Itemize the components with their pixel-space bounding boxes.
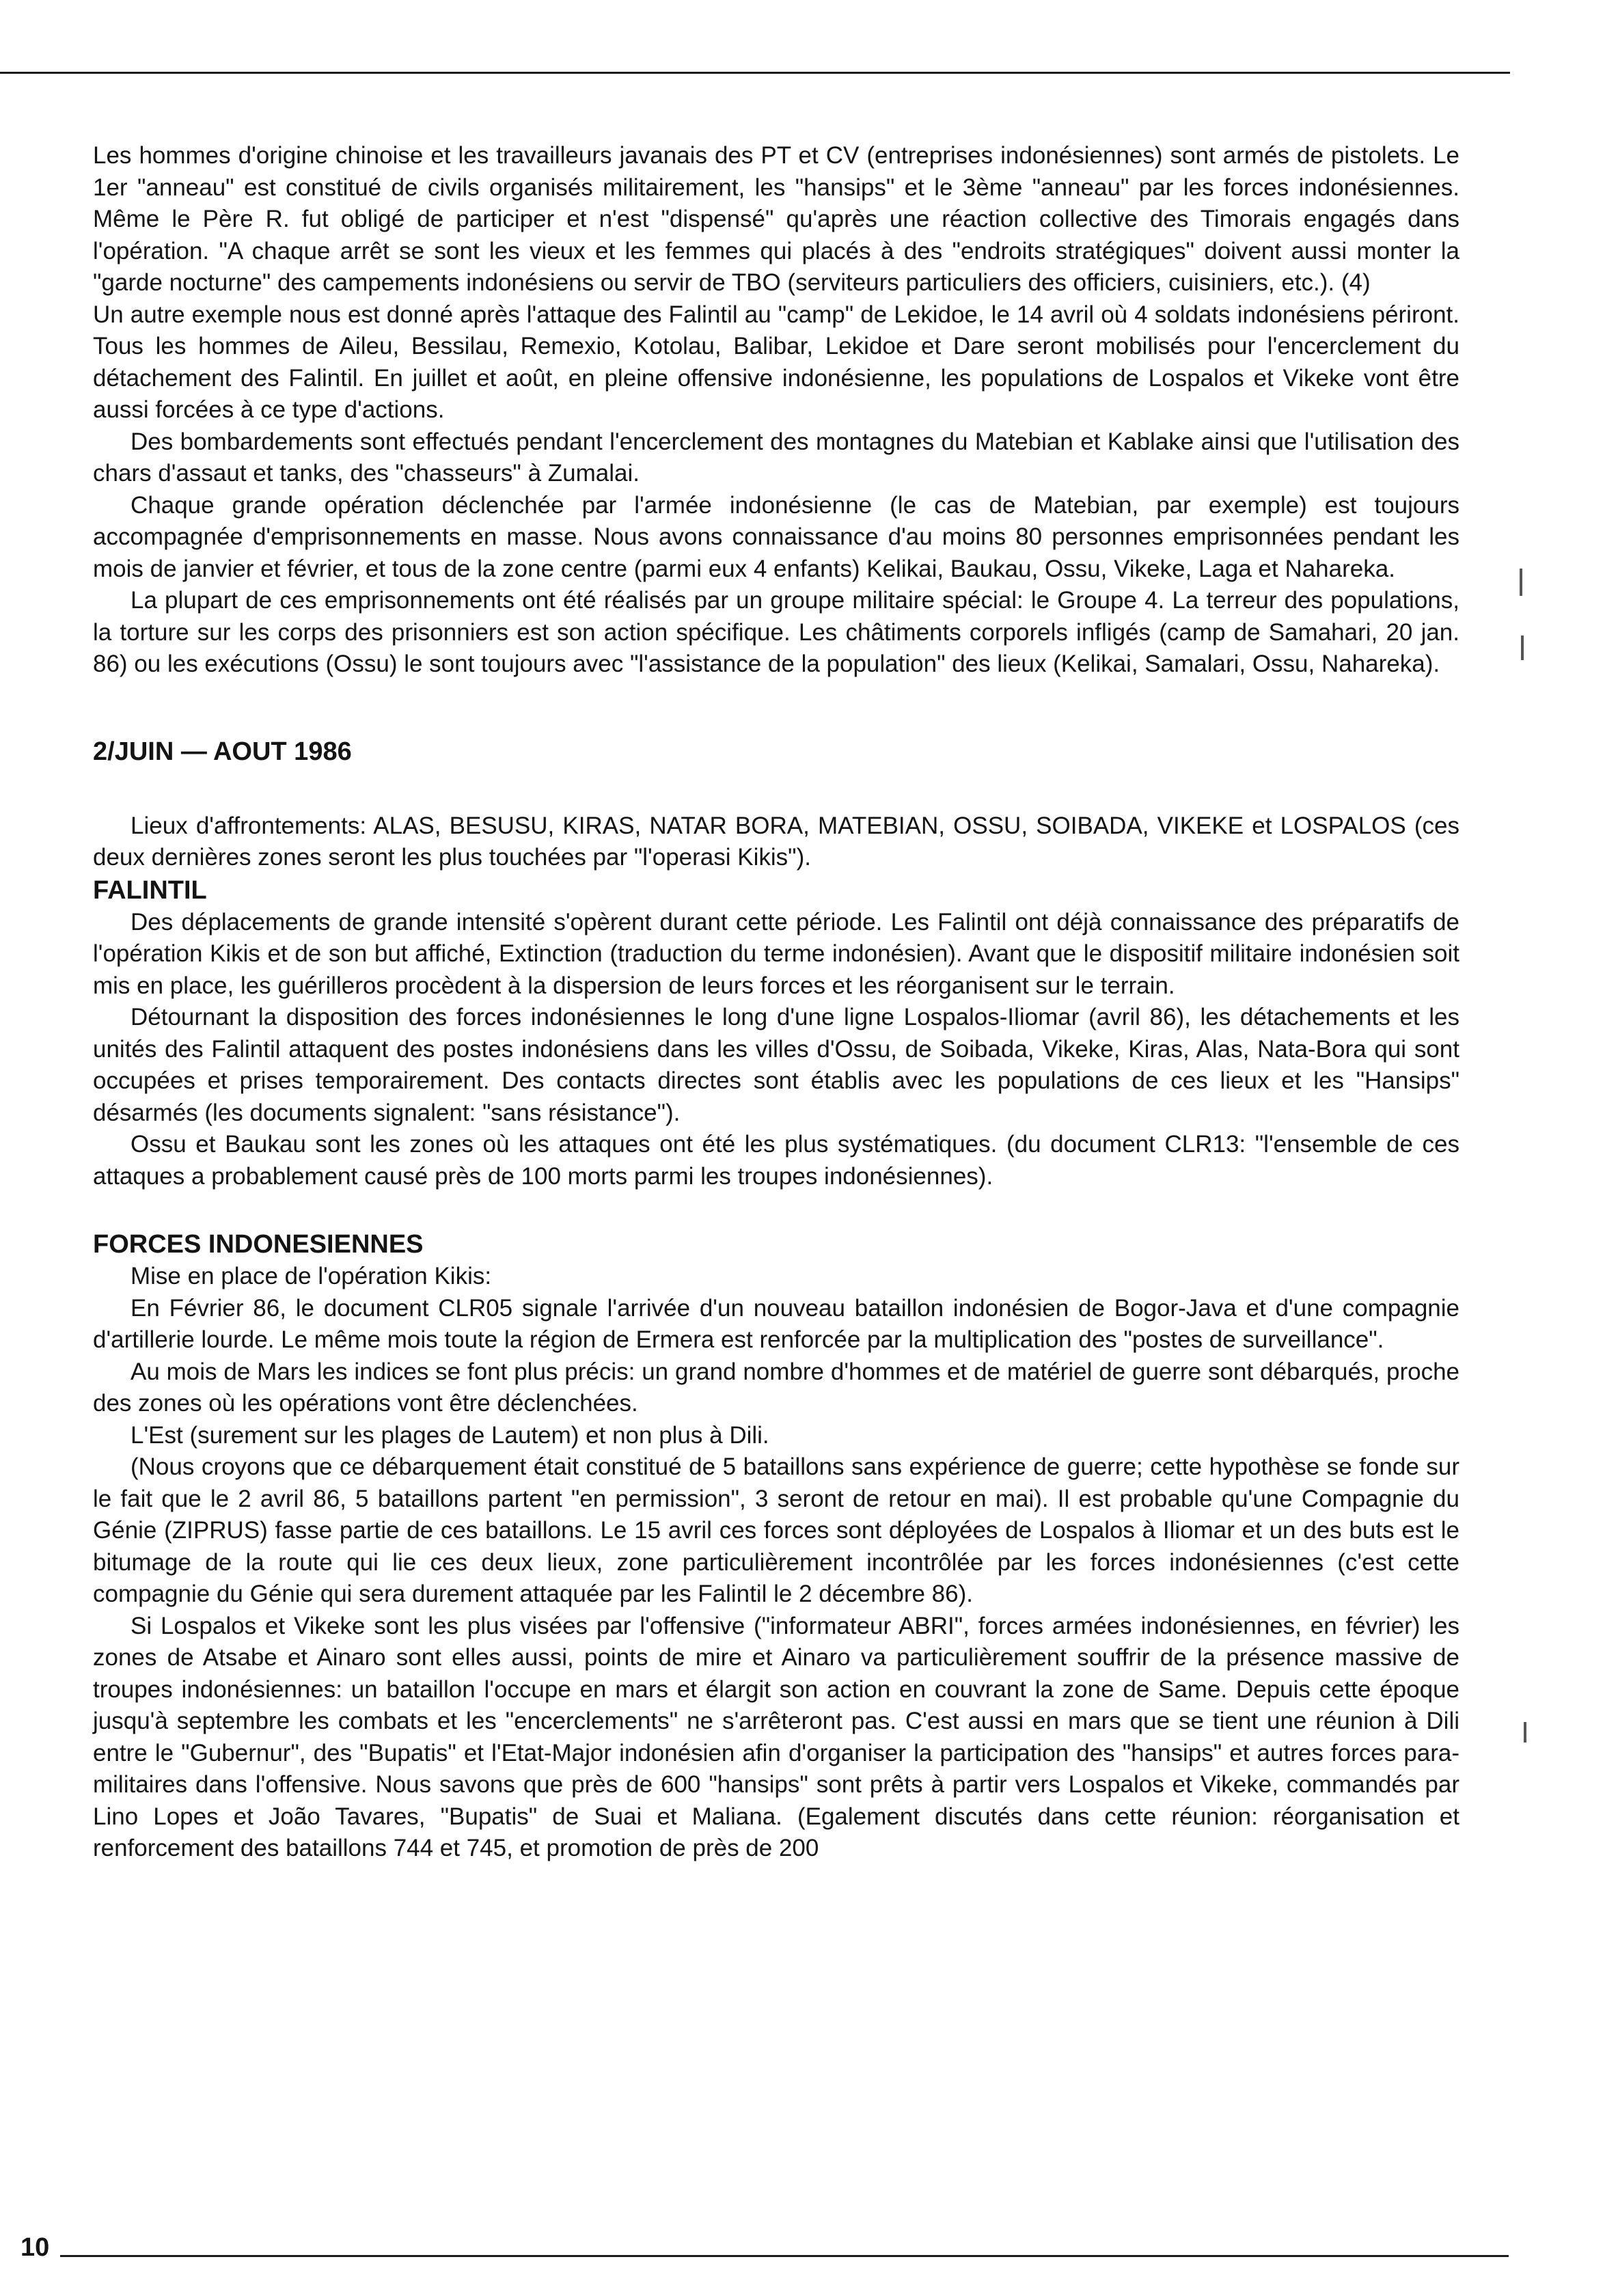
paragraph-lest: L'Est (surement sur les plages de Lautem) et non plus à Dili. xyxy=(131,1421,769,1449)
top-rule xyxy=(0,72,1510,74)
heading-falintil: FALINTIL xyxy=(93,875,207,905)
paragraph-mise-en-place: Mise en place de l'opération Kikis: xyxy=(131,1263,492,1289)
paragraph-bombardements: Des bombardements sont effectués pendant l'encerclement des montagnes du Matebian et Kablake ainsi que l'utilisation des chars d'assaut et tanks, des "chasseurs" à Zumalai. xyxy=(93,428,1459,487)
page-number: 10 xyxy=(20,2233,50,2262)
paragraph-lekidoe: Un autre exemple nous est donné après l'attaque des Falintil au "camp" de Lekidoe, le 14 avril où 4 soldats indonésiens périront. Tous les hommes de Aileu, Bessilau, Remexio, Kotolau, Balibar, Lekidoe et Dare seront mobilisés pour l'encerclement du détachement des Falintil. En juillet et août, en pleine offensive indonésienne, les populations de Lospalos et Vikeke vont être aussi forcées à ce type d'actions. xyxy=(93,301,1459,423)
heading-forces-indonesiennes: FORCES INDONESIENNES xyxy=(93,1230,424,1259)
paragraph-lospalos-vikeke: Si Lospalos et Vikeke sont les plus visées par l'offensive ("informateur ABRI", forces armées indonésiennes, en février) les zones de Atsabe et Ainaro sont elles aussi, points de mire et Ainaro va particulièrement souffrir de la présence massive de troupes indonésiennes: un bataillon l'occupe en mars et élargit son action en couvrant la zone de Same. Depuis cette époque jusqu'à septembre les combats et les "encerclements" ne s'arrêteront pas. C'est aussi en mars que se tient une réunion à Dili entre le "Gubernur", des "Bupatis" et l'Etat-Major indonésien afin d'organiser la participation des "hansips" et autres forces para-militaires dans l'offensive. Nous savons que près de 600 "hansips" sont prêts à partir vers Lospalos et Vikeke, commandés par Lino Lopes et João Tavares, "Bupatis" de Suai et Maliana. (Egalement discutés dans cette réunion: réorganisation et renforcement des bataillons 744 et 745, et promotion de près de 200 xyxy=(93,1612,1459,1861)
section-heading-juin-aout: 2/JUIN — AOUT 1986 xyxy=(93,737,352,766)
paragraph-fevrier-86: En Février 86, le document CLR05 signale l'arrivée d'un nouveau bataillon indonésien de Bogor-Java et d'une compagnie d'artillerie lourde. Le même mois toute la région de Ermera est renforcée par la multiplication des "postes de surveillance". xyxy=(93,1294,1459,1353)
paragraph-hommes-chinois: Les hommes d'origine chinoise et les travailleurs javanais des PT et CV (entreprises indonésiennes) sont armés de pistolets. Le 1er "anneau" est constitué de civils organisés militairement, les "hansips" et le 3ème "anneau" par les forces indonésiennes. Même le Père R. fut obligé de participer et n'est "dispensé" qu'après une réaction collective des Timorais engagés dans l'opération. "A chaque arrêt se sont les vieux et les femmes qui placés à des "endroits stratégiques" doivent aussi monter la "garde nocturne" des campements indonésiens ou servir de TBO (serviteurs particuliers des officiers, cuisiniers, etc.). (4) xyxy=(93,142,1459,296)
margin-mark xyxy=(1524,1722,1526,1742)
paragraph-emprisonnements: Chaque grande opération déclenchée par l'armée indonésienne (le cas de Matebian, par exemple) est toujours accompagnée d'emprisonnements en masse. Nous avons connaissance d'au moins 80 personnes emprisonnées pendant les mois de janvier et février, et tous de la zone centre (parmi eux 4 enfants) Kelikai, Baukau, Ossu, Vikeke, Laga et Nahareka. xyxy=(93,491,1459,582)
paragraph-detournant: Détournant la disposition des forces indonésiennes le long d'une ligne Lospalos-Iliomar (avril 86), les détachements et les unités des Falintil attaquent des postes indonésiens dans les villes d'Ossu, de Soibada, Vikeke, Kiras, Alas, Nata-Bora qui sont occupées et prises temporairement. Des contacts directes sont établis avec les populations de ces lieux et les "Hansips" désarmés (les documents signalent: "sans résistance"). xyxy=(93,1004,1459,1126)
paragraph-lieux-affrontements: Lieux d'affrontements: ALAS, BESUSU, KIRAS, NATAR BORA, MATEBIAN, OSSU, SOIBADA, VIKEKE et LOSPALOS (ces deux dernières zones seront les plus touchées par "l'operasi Kikis"). xyxy=(93,812,1459,871)
margin-mark xyxy=(1520,569,1522,596)
page-body xyxy=(93,140,1459,1865)
paragraph-ossu-baukau: Ossu et Baukau sont les zones où les attaques ont été les plus systématiques. (du document CLR13: "l'ensemble de ces attaques a probablement causé près de 100 morts parmi les troupes indonésiennes). xyxy=(93,1131,1459,1190)
paragraph-deplacements: Des déplacements de grande intensité s'opèrent durant cette période. Les Falintil ont déjà connaissance des préparatifs de l'opération Kikis et de son but affiché, Extinction (traduction du terme indonésien). Avant que le dispositif militaire indonésien soit mis en place, les guérilleros procèdent à la dispersion de leurs forces et les réorganisent sur le terrain. xyxy=(93,908,1459,999)
paragraph-mois-de-mars: Au mois de Mars les indices se font plus précis: un grand nombre d'hommes et de matériel de guerre sont débarqués, proche des zones où les opérations vont être déclenchées. xyxy=(93,1358,1459,1417)
paragraph-debarquement: (Nous croyons que ce débarquement était constitué de 5 bataillons sans expérience de guerre; cette hypothèse se fonde sur le fait que le 2 avril 86, 5 bataillons partent "en permission", 3 seront de retour en mai). Il est probable qu'une Compagnie du Génie (ZIPRUS) fasse partie de ces bataillons. Le 15 avril ces forces sont déployées de Lospalos à Iliomar et un des buts est le bitumage de la route qui lie ces deux lieux, zone particulièrement incontrôlée par les forces indonésiennes (c'est cette compagnie du Génie qui sera durement attaquée par les Falintil le 2 décembre 86). xyxy=(93,1453,1459,1607)
bottom-rule xyxy=(60,2255,1509,2257)
margin-mark xyxy=(1521,636,1524,660)
paragraph-groupe-4: La plupart de ces emprisonnements ont été réalisés par un groupe militaire spécial: le Groupe 4. La terreur des populations, la torture sur les corps des prisonniers est son action spécifique. Les châtiments corporels infligés (camp de Samahari, 20 jan. 86) ou les exécutions (Ossu) le sont toujours avec "l'assistance de la population" des lieux (Kelikai, Samalari, Ossu, Nahareka). xyxy=(93,587,1459,677)
